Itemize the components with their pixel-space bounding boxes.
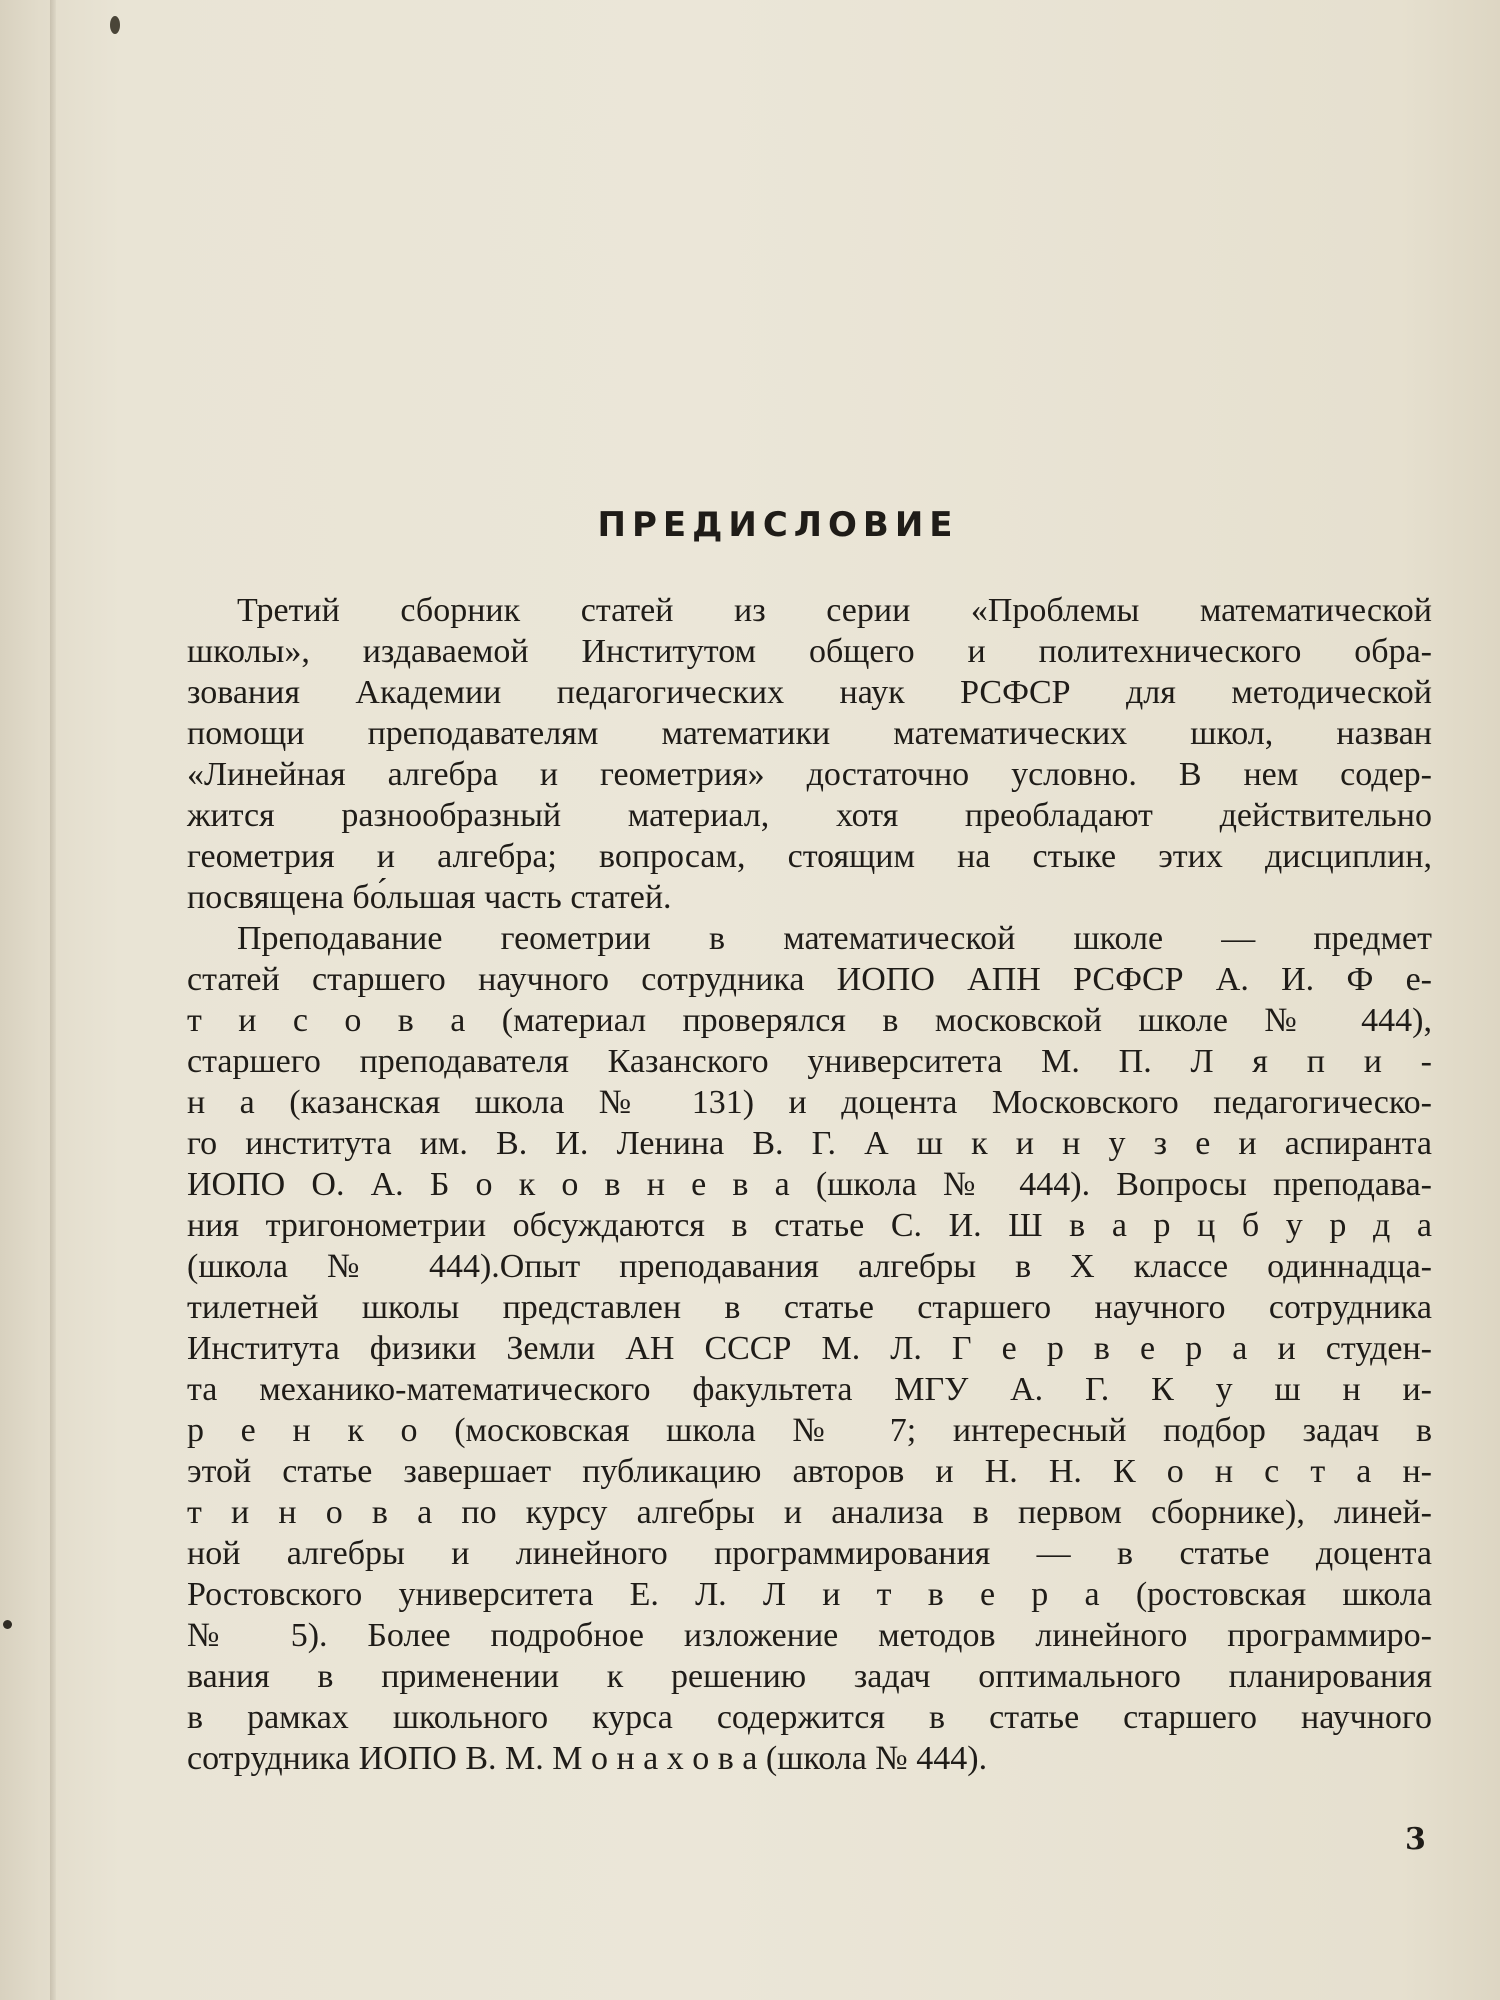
text-line: Третий сборник статей из серии «Проблемы математической <box>237 592 1432 629</box>
text-line: Института физики Земли АН СССР М. Л. Г е р в е р а и студен- <box>187 1330 1432 1367</box>
text-line: ной алгебры и линейного программирования — в статье доцента <box>187 1535 1432 1572</box>
text-line: школы», издаваемой Институтом общего и политехнического обра- <box>187 633 1432 670</box>
text-line: р е н к о (московская школа № 7; интересный подбор задач в <box>187 1412 1432 1449</box>
text-line: (школа № 444).Опыт преподавания алгебры в X классе одиннадца- <box>187 1248 1432 1285</box>
paragraph-2 <box>187 918 1432 1779</box>
text-line: вания в применении к решению задач оптимального планирования <box>187 1658 1432 1695</box>
ink-spot <box>110 16 120 34</box>
body-text <box>187 590 1432 1779</box>
text-line: зования Академии педагогических наук РСФСР для методической <box>187 674 1432 711</box>
text-line: «Линейная алгебра и геометрия» достаточно условно. В нем содер- <box>187 756 1432 793</box>
page-gutter-shadow <box>50 0 56 2000</box>
text-line: посвящена бо́льшая часть статей. <box>187 879 672 916</box>
text-line: н а (казанская школа № 131) и доцента Московского педагогическо- <box>187 1084 1432 1121</box>
paragraph-1 <box>187 590 1432 918</box>
text-line: сотрудника ИОПО В. М. М о н а х о в а (школа № 444). <box>187 1740 988 1777</box>
text-line: в рамках школьного курса содержится в статье старшего научного <box>187 1699 1432 1736</box>
text-line: тилетней школы представлен в статье старшего научного сотрудника <box>187 1289 1432 1326</box>
text-line: № 5). Более подробное изложение методов линейного программиро- <box>187 1617 1432 1654</box>
text-line: та механико-математического факультета МГУ А. Г. К у ш н и- <box>187 1371 1432 1408</box>
text-line: го института им. В. И. Ленина В. Г. А ш к и н у з е и аспиранта <box>187 1125 1432 1162</box>
page-number: 3 <box>1405 1822 1426 1857</box>
text-line: Ростовского университета Е. Л. Л и т в е р а (ростовская школа <box>187 1576 1432 1613</box>
text-line: Преподавание геометрии в математической школе — предмет <box>237 920 1432 957</box>
text-line: ния тригонометрии обсуждаются в статье С. И. Ш в а р ц б у р д а <box>187 1207 1432 1244</box>
text-line: жится разнообразный материал, хотя преобладают действительно <box>187 797 1432 834</box>
text-line: т и н о в а по курсу алгебры и анализа в первом сборнике), линей- <box>187 1494 1432 1531</box>
text-line: помощи преподавателям математики математических школ, назван <box>187 715 1432 752</box>
page-title: ПРЕДИСЛОВИЕ <box>597 505 959 545</box>
text-line: этой статье завершает публикацию авторов и Н. Н. К о н с т а н- <box>187 1453 1432 1490</box>
text-line: ИОПО О. А. Б о к о в н е в а (школа № 444). Вопросы преподава- <box>187 1166 1432 1203</box>
text-line: старшего преподавателя Казанского университета М. П. Л я п и - <box>187 1043 1432 1080</box>
text-line: т и с о в а (материал проверялся в московской школе № 444), <box>187 1002 1432 1039</box>
ink-spot <box>3 1620 12 1629</box>
text-line: статей старшего научного сотрудника ИОПО АПН РСФСР А. И. Ф е- <box>187 961 1432 998</box>
text-line: геометрия и алгебра; вопросам, стоящим на стыке этих дисциплин, <box>187 838 1432 875</box>
